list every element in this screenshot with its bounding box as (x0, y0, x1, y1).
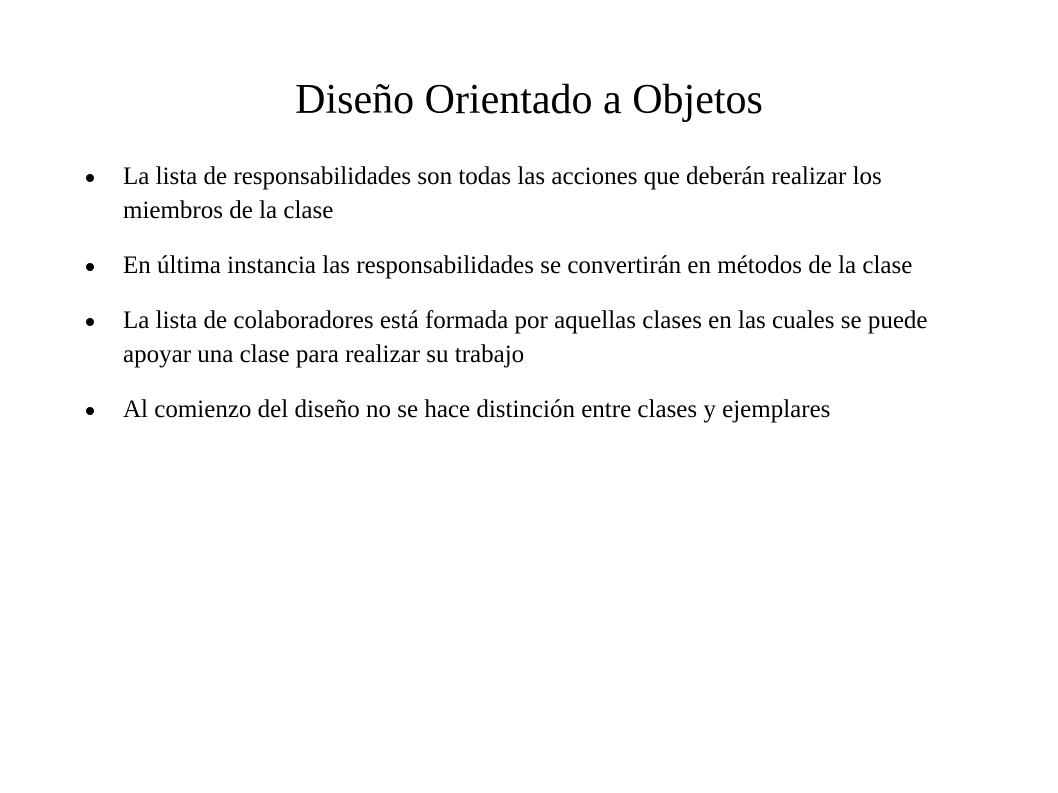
bullet-text: La lista de responsabilidades son todas las acciones que deberán realizar los miembros de la clase (123, 163, 882, 224)
bullet-text: La lista de colaboradores está formada por aquellas clases en las cuales se puede apoyar una clase para realizar su trabajo (123, 307, 928, 368)
bullet-list (86, 160, 966, 448)
bullet-item (86, 160, 966, 228)
bullet-icon (86, 407, 94, 415)
bullet-item (86, 304, 966, 372)
bullet-icon (86, 263, 94, 271)
bullet-item (86, 249, 966, 283)
bullet-icon (86, 318, 94, 326)
bullet-text: En última instancia las responsabilidades se convertirán en métodos de la clase (123, 252, 913, 279)
bullet-item (86, 393, 966, 427)
slide-title: Diseño Orientado a Objetos (295, 77, 763, 123)
bullet-icon (86, 174, 94, 182)
bullet-text: Al comienzo del diseño no se hace distinción entre clases y ejemplares (123, 396, 831, 423)
